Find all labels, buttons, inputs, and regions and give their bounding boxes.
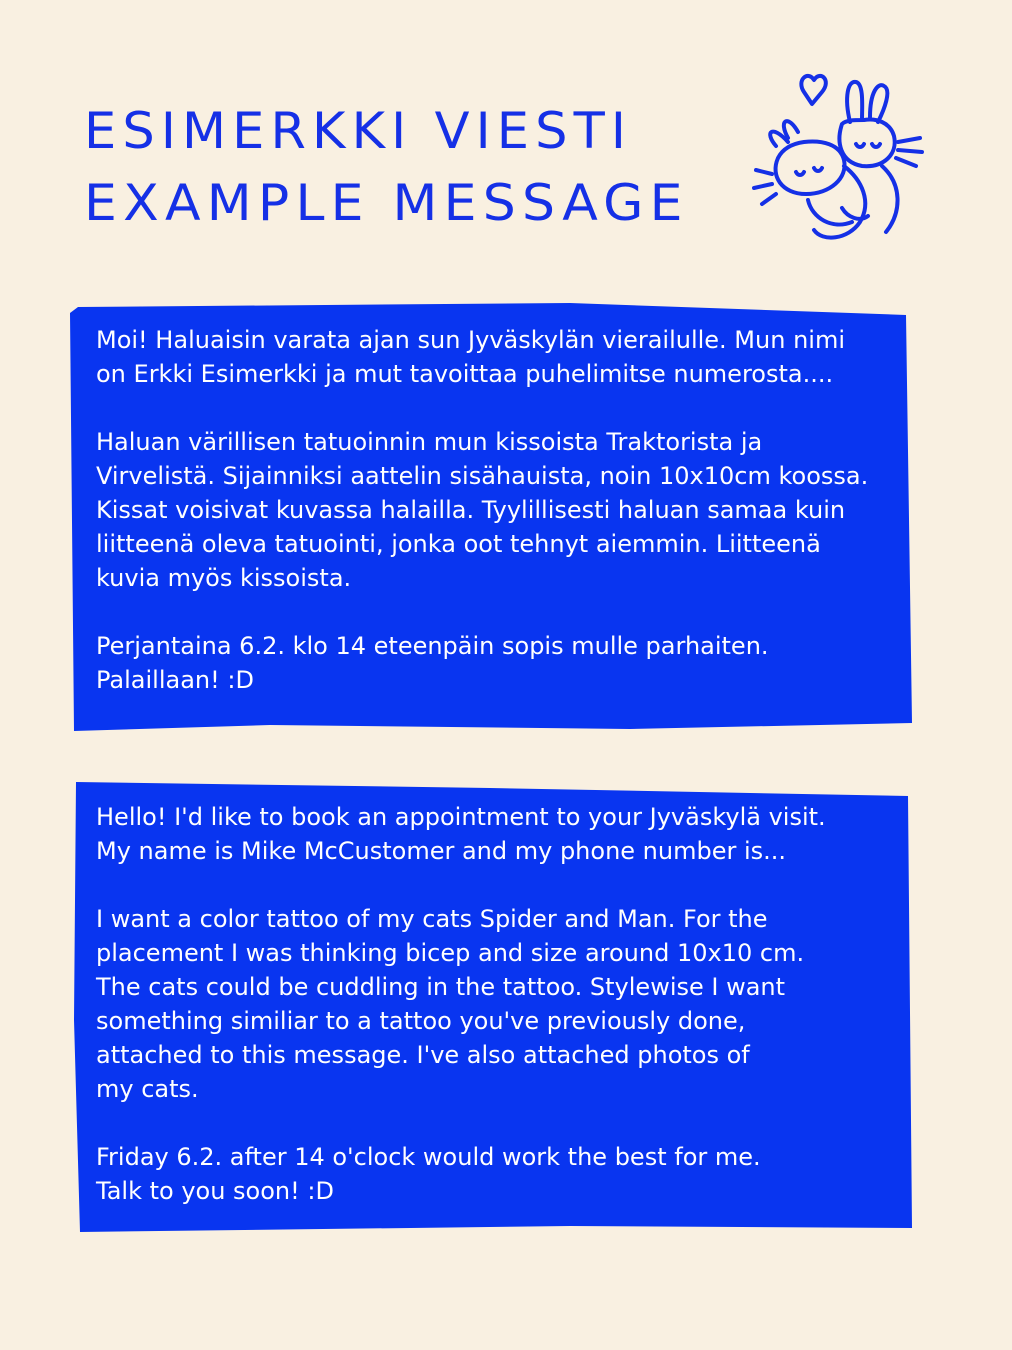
message-bubble-finnish [70,303,912,733]
message-bubble-english [70,780,912,1232]
message-text-finnish [96,323,892,697]
paragraph-greeting-fi: Moi! Haluaisin varata ajan sun Jyväskylän vierailulle. Mun nimi on Erkki Esimerkki ja mut tavoittaa puhelimitse numerosta.... [96,326,845,388]
bunnies-illustration-icon [752,62,937,252]
heading-finnish: ESIMERKKI VIESTI [84,102,633,160]
paragraph-greeting-en: Hello! I'd like to book an appointment to your Jyväskylä visit. My name is Mike McCustomer and my phone number is... [96,803,826,865]
message-text-english [96,800,892,1208]
paragraph-closing-en: Friday 6.2. after 14 o'clock would work the best for me. Talk to you soon! :D [96,1143,761,1205]
paragraph-request-en: I want a color tattoo of my cats Spider and Man. For the placement I was thinking bicep and size around 10x10 cm. The cats could be cuddling in the tattoo. Stylewise I want something similiar to a tattoo you've previously done, attached to this message. I've also attached photos of my cats. [96,905,805,1103]
heading-english: EXAMPLE MESSAGE [84,174,689,232]
paragraph-request-fi: Haluan värillisen tatuoinnin mun kissoista Traktorista ja Virvelistä. Sijainniksi aattelin sisähauista, noin 10x10cm koossa. Kissat voisivat kuvassa halailla. Tyylillisesti haluan samaa kuin liitteenä oleva tatuointi, jonka oot tehnyt aiemmin. Liitteenä kuvia myös kissoista. [96,428,869,592]
paragraph-closing-fi: Perjantaina 6.2. klo 14 eteenpäin sopis mulle parhaiten. Palaillaan! :D [96,632,769,694]
